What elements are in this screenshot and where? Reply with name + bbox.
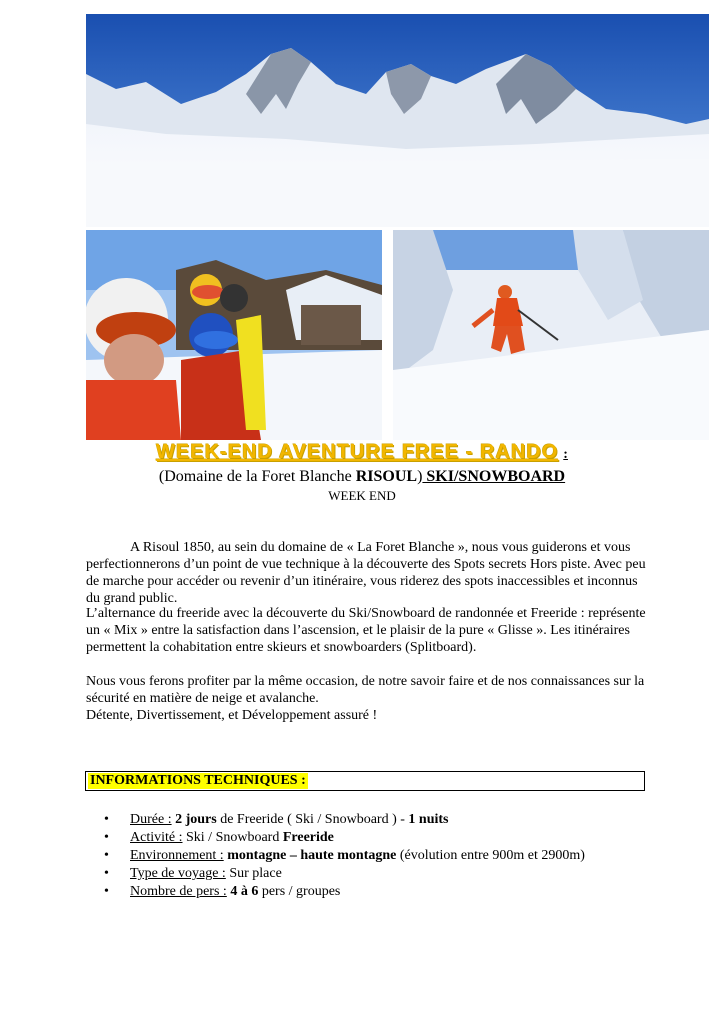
item-label: Durée : — [130, 812, 172, 827]
safety-paragraph — [86, 673, 646, 724]
subtitle — [0, 468, 724, 486]
mountain-panorama-photo — [86, 14, 709, 227]
bullet-icon: • — [104, 866, 109, 881]
freeride-skier-photo — [393, 230, 709, 440]
info-list — [101, 811, 661, 901]
item-text: de Freeride ( Ski / Snowboard ) - — [216, 812, 409, 827]
list-item-type-voyage — [101, 865, 661, 883]
list-item-duree — [101, 811, 661, 829]
subtitle-ski: SKI/SNOWBOARD — [422, 468, 566, 485]
intro-paragraph — [86, 539, 646, 607]
item-text: Ski / Snowboard — [182, 830, 283, 845]
info-heading: INFORMATIONS TECHNIQUES : — [90, 773, 306, 788]
item-bold: Freeride — [282, 830, 334, 845]
item-label: Nombre de pers : — [130, 884, 227, 899]
item-bold: 1 nuits — [408, 812, 449, 827]
safety-text: Nous vous ferons profiter par la même occasion, de notre savoir faire et de nos connaissances sur la sécurité en matière de neige et avalanche. — [86, 674, 645, 706]
title-colon: : — [563, 447, 568, 462]
subtitle-open: (Domaine de la Foret Blanche — [158, 468, 356, 485]
item-text: Sur place — [225, 866, 282, 881]
page-title — [0, 441, 724, 464]
subtitle-close: ) — [417, 468, 423, 485]
info-heading-box — [85, 771, 645, 791]
skiers-selfie-photo — [86, 230, 382, 440]
bullet-icon: • — [104, 884, 109, 899]
closing-text: Détente, Divertissement, et Développement assuré ! — [86, 708, 378, 723]
item-bold: 2 jours — [175, 812, 217, 827]
bullet-icon: • — [104, 812, 109, 827]
list-item-environnement — [101, 847, 661, 865]
subtitle-risoul: RISOUL — [355, 468, 418, 485]
item-bold: montagne – haute montagne — [227, 848, 397, 863]
item-label: Type de voyage : — [130, 866, 226, 881]
title-main: WEEK-END AVENTURE FREE - RANDO — [156, 441, 559, 463]
list-item-activite — [101, 829, 661, 847]
mix-paragraph: L’alternance du freeride avec la découverte du Ski/Snowboard de randonnée et Freeride : représente un « Mix » entre la satisfaction dans l’ascension, et le plaisir de la pure « Glisse ». Les itinéraires permettent la cohabitation entre skieurs et snowboarders (Splitboard). — [86, 606, 646, 655]
item-bold: 4 à 6 — [230, 884, 259, 899]
bullet-icon: • — [104, 830, 109, 845]
list-item-nombre-pers — [101, 883, 661, 901]
bullet-icon: • — [104, 848, 109, 863]
intro-text: A Risoul 1850, au sein du domaine de « La Foret Blanche », nous vous guiderons et vous perfectionnerons d’un point de vue technique à la découverte des Spots secrets Hors piste. Avec peu de marche pour accéder ou revenir d’un itinéraire, vous riderez des spots inaccessibles et inconnus du grand public. — [86, 540, 646, 606]
item-label: Environnement : — [130, 848, 224, 863]
item-text: pers / groupes — [258, 884, 341, 899]
item-label: Activité : — [130, 830, 183, 845]
item-text: (évolution entre 900m et 2900m) — [396, 848, 585, 863]
weekend-label: WEEK END — [328, 488, 396, 503]
